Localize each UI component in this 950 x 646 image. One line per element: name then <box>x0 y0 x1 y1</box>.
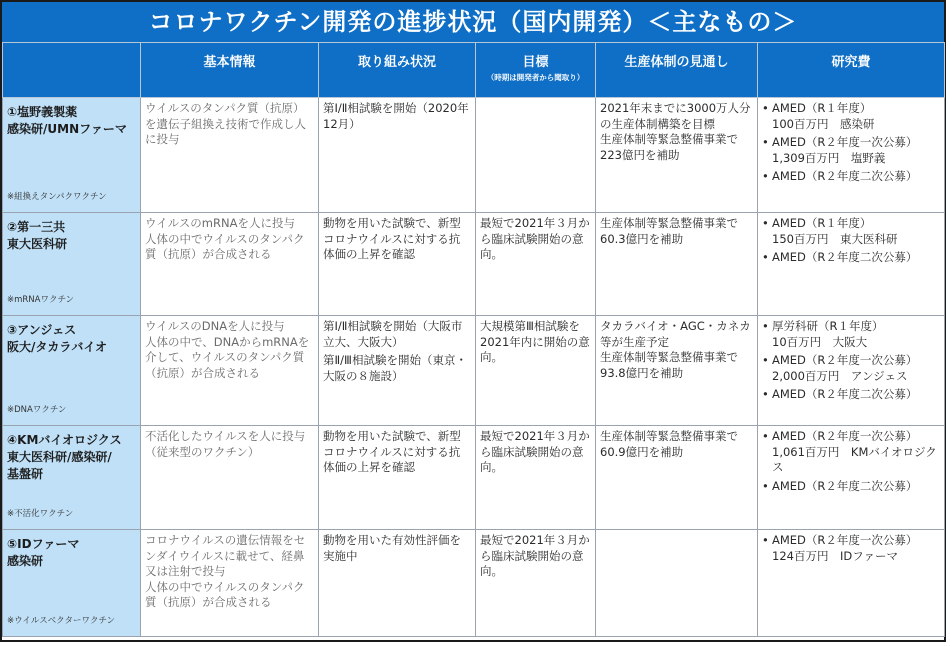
header-developer <box>3 43 141 98</box>
developer-name: ⑤IDファーマ 感染研 <box>7 537 80 568</box>
header-basic: 基本情報 <box>141 43 319 98</box>
developer-name: ②第一三共 東大医科研 <box>7 220 68 251</box>
status-item: 第Ⅰ/Ⅱ相試験を開始（大阪市立大、大阪大） <box>323 319 463 349</box>
funding-label: AMED（R２年度二次公募） <box>772 387 918 401</box>
funding-cell <box>758 98 945 213</box>
developer-name: ④KMバイオロジクス 東大医科研/感染研/ 基盤研 <box>7 433 122 481</box>
status-item: 第Ⅱ/Ⅲ相試験を開始（東京・大阪の８施設） <box>323 353 467 383</box>
funding-cell <box>758 530 945 637</box>
developer-cell <box>3 530 141 637</box>
funding-list <box>762 319 940 403</box>
production-cell: 生産体制等緊急整備事業で60.3億円を補助 <box>596 213 758 316</box>
goal-cell <box>476 98 596 213</box>
status-item: 第Ⅰ/Ⅱ相試験を開始（2020年12月） <box>323 101 469 131</box>
funding-amount: 1,061百万円 KMバイオロジクス <box>772 444 937 474</box>
developer-name: ③アンジェス 阪大/タカラバイオ <box>7 323 108 354</box>
funding-item <box>762 216 940 247</box>
developer-name: ①塩野義製薬 感染研/UMNファーマ <box>7 105 127 136</box>
header-goal-label: 目標 <box>522 55 549 70</box>
funding-list <box>762 101 940 185</box>
vaccine-type: ※ウイルスベクターワクチン <box>7 616 116 626</box>
developer-cell <box>3 316 141 426</box>
status-item: 動物を用いた有効性評価を実施中 <box>323 533 461 563</box>
production-cell <box>596 530 758 637</box>
funding-amount: 10百万円 大阪大 <box>772 334 868 349</box>
header-funding: 研究費 <box>758 43 945 98</box>
funding-list <box>762 533 940 564</box>
table-row <box>3 98 945 213</box>
table-row <box>3 316 945 426</box>
funding-list <box>762 429 940 494</box>
funding-amount: 124百万円 IDファーマ <box>772 548 898 563</box>
funding-label: AMED（R１年度） <box>772 216 872 230</box>
funding-item <box>762 135 940 166</box>
goal-cell: 大規模第Ⅲ相試験を2021年内に開始の意向。 <box>476 316 596 426</box>
table-row <box>3 530 945 637</box>
status-cell <box>319 98 476 213</box>
funding-label: AMED（R２年度一次公募） <box>772 533 918 547</box>
header-goal-note: （時期は開発者から聞取り） <box>486 73 585 82</box>
funding-item <box>762 353 940 384</box>
vaccine-type: ※DNAワクチン <box>7 405 67 415</box>
header-status: 取り組み状況 <box>319 43 476 98</box>
funding-label: AMED（R２年度二次公募） <box>772 478 918 493</box>
funding-item <box>762 169 940 185</box>
funding-amount: 1,309百万円 塩野義 <box>772 150 886 165</box>
table-row <box>3 213 945 316</box>
funding-item <box>762 387 940 403</box>
header-row <box>3 43 945 98</box>
page-title: コロナワクチン開発の進捗状況（国内開発）＜主なもの＞ <box>2 2 944 42</box>
developer-cell <box>3 426 141 530</box>
funding-item <box>762 319 940 350</box>
basic-info-cell: 不活化したウイルスを人に投与（従来型のワクチン） <box>141 426 319 530</box>
funding-amount: 2,000百万円 アンジェス <box>772 368 908 383</box>
status-cell <box>319 426 476 530</box>
funding-item <box>762 250 940 266</box>
status-cell <box>319 530 476 637</box>
funding-cell <box>758 213 945 316</box>
status-cell <box>319 316 476 426</box>
funding-item <box>762 533 940 564</box>
funding-label: AMED（R２年度一次公募） <box>772 353 918 367</box>
funding-item <box>762 429 940 476</box>
goal-cell: 最短で2021年３月から臨床試験開始の意向。 <box>476 426 596 530</box>
production-cell: 2021年末までに3000万人分の生産体制構築を目標 生産体制等緊急整備事業で223億円を補助 <box>596 98 758 213</box>
developer-cell <box>3 213 141 316</box>
production-cell: 生産体制等緊急整備事業で60.9億円を補助 <box>596 426 758 530</box>
vaccine-type: ※不活化ワクチン <box>7 509 74 519</box>
vaccine-progress-table <box>2 42 945 637</box>
funding-amount: 100百万円 感染研 <box>772 116 875 131</box>
funding-item <box>762 479 940 495</box>
developer-cell <box>3 98 141 213</box>
header-goal <box>476 43 596 98</box>
status-item: 動物を用いた試験で、新型コロナウイルスに対する抗体価の上昇を確認 <box>323 429 461 474</box>
basic-info-cell: コロナウイルスの遺伝情報をセンダイウイルスに載せて、経鼻又は注射で投与 人体の中でウイルスのタンパク質（抗原）が合成される <box>141 530 319 637</box>
basic-info-cell: ウイルスのDNAを人に投与 人体の中で、DNAからmRNAを介して、ウイルスのタンパク質（抗原）が合成される <box>141 316 319 426</box>
basic-info-cell: ウイルスのタンパク質（抗原）を遺伝子組換え技術で作成し人に投与 <box>141 98 319 213</box>
funding-item <box>762 101 940 132</box>
funding-label: AMED（R２年度一次公募） <box>772 135 918 149</box>
table-row <box>3 426 945 530</box>
goal-cell: 最短で2021年３月から臨床試験開始の意向。 <box>476 530 596 637</box>
funding-cell <box>758 426 945 530</box>
header-production: 生産体制の見通し <box>596 43 758 98</box>
vaccine-type: ※mRNAワクチン <box>7 295 75 305</box>
production-cell: タカラバイオ・AGC・カネカ等が生産予定 生産体制等緊急整備事業で93.8億円を補助 <box>596 316 758 426</box>
basic-info-cell: ウイルスのmRNAを人に投与 人体の中でウイルスのタンパク質（抗原）が合成される <box>141 213 319 316</box>
funding-label: 厚労科研（R１年度） <box>772 319 884 333</box>
funding-label: AMED（R２年度二次公募） <box>772 250 918 264</box>
funding-label: AMED（R１年度） <box>772 101 872 115</box>
funding-cell <box>758 316 945 426</box>
status-item: 動物を用いた試験で、新型コロナウイルスに対する抗体価の上昇を確認 <box>323 216 461 261</box>
funding-label: AMED（R２年度一次公募） <box>772 429 918 443</box>
funding-label: AMED（R２年度二次公募） <box>772 169 918 183</box>
funding-list <box>762 216 940 266</box>
goal-cell: 最短で2021年３月から臨床試験開始の意向。 <box>476 213 596 316</box>
vaccine-type: ※組換えタンパクワクチン <box>7 192 107 202</box>
funding-amount: 150百万円 東大医科研 <box>772 231 898 246</box>
status-cell <box>319 213 476 316</box>
